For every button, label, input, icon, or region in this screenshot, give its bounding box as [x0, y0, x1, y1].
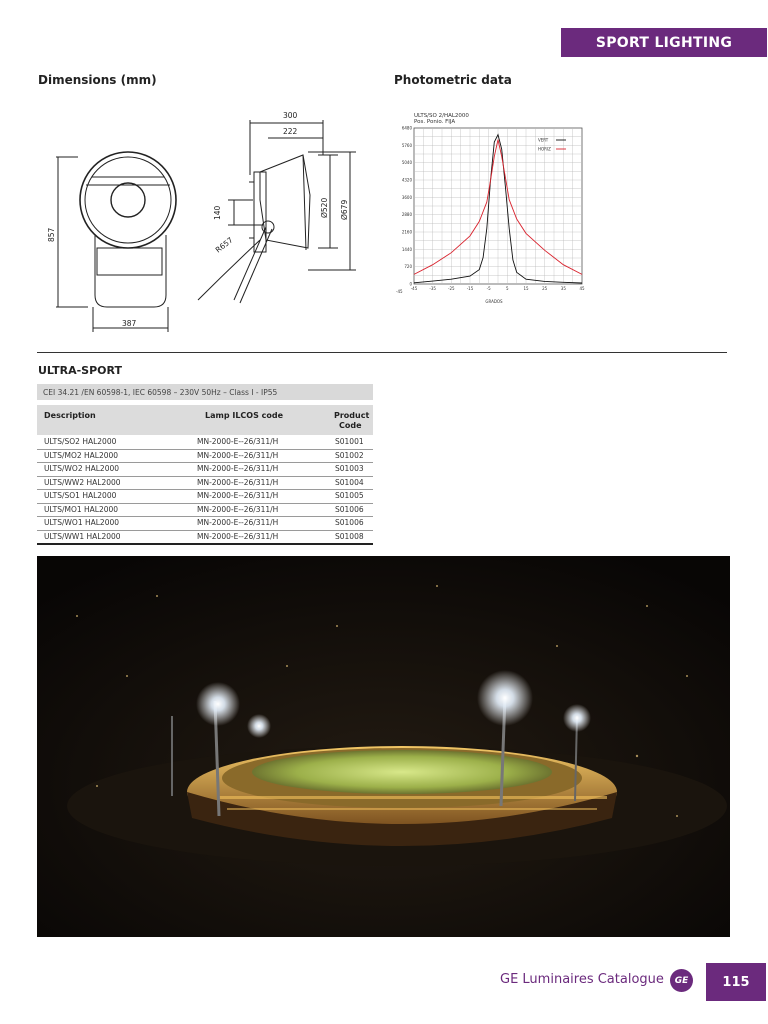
table-row — [37, 517, 373, 531]
cell-lamp: MN-2000-E--26/311/H — [197, 477, 279, 487]
chart-x-tick: 35 — [560, 286, 566, 291]
table-row — [37, 477, 373, 491]
dim-d520: Ø520 — [320, 197, 329, 218]
chart-y-tick: 2880 — [401, 212, 412, 218]
cell-code: S01006 — [335, 518, 364, 527]
cell-description: ULTS/WO1 HAL2000 — [44, 518, 120, 527]
cell-lamp: MN-2000-E--26/311/H — [197, 437, 279, 446]
legend-label: VERT — [538, 137, 549, 143]
spec-bar: CEI 34.21 /EN 60598-1, IEC 60598 – 230V 50Hz – Class I - IP55 — [37, 384, 373, 400]
chart-y-tick: 4320 — [401, 177, 412, 183]
chart-x-tick: -45 — [396, 289, 403, 294]
chart-y-tick: 720 — [404, 264, 412, 270]
chart-x-tick: -15 — [466, 286, 474, 291]
chart-xlabel: GRADOS — [485, 299, 503, 304]
chart-title-line1: ULTS/SO 2/HAL2000 — [414, 113, 469, 119]
dim-140: 140 — [213, 205, 222, 220]
cell-description: ULTS/WW2 HAL2000 — [44, 477, 121, 487]
cell-description: ULTS/MO1 HAL2000 — [44, 504, 119, 514]
cell-lamp: MN-2000-E--26/311/H — [197, 464, 279, 473]
footer-catalogue-title: GE Luminaires Catalogue — [500, 972, 664, 987]
chart-y-tick: 1440 — [401, 246, 412, 252]
cell-code: S01003 — [335, 464, 364, 473]
cell-description: ULTS/SO1 HAL2000 — [44, 491, 117, 500]
table-row — [37, 504, 373, 518]
dimensions-drawing — [38, 100, 368, 340]
ge-logo: GE — [670, 969, 693, 992]
table-row — [37, 463, 373, 477]
chart-x-tick: -25 — [448, 286, 455, 291]
cell-lamp: MN-2000-E--26/311/H — [197, 450, 279, 460]
table-row — [37, 450, 373, 464]
table-row — [37, 490, 373, 504]
chart-x-tick: -5 — [486, 286, 491, 291]
dim-r657: R657 — [213, 235, 235, 255]
product-table-body — [37, 436, 373, 545]
col-description: Description — [44, 411, 96, 420]
legend-label: HORIZ — [538, 146, 551, 152]
chart-y-tick: 5760 — [401, 142, 412, 148]
cell-lamp: MN-2000-E--26/311/H — [197, 531, 279, 541]
product-heading: ULTRA-SPORT — [38, 364, 122, 377]
dim-300: 300 — [283, 111, 298, 120]
dim-d679: Ø679 — [340, 199, 349, 220]
table-header — [37, 405, 373, 435]
dimensions-heading: Dimensions (mm) — [38, 73, 157, 87]
section-tab: SPORT LIGHTING — [561, 28, 767, 57]
section-divider — [37, 352, 727, 353]
chart-x-tick: 5 — [506, 286, 509, 291]
photometric-chart — [394, 108, 594, 308]
chart-x-tick: 45 — [579, 286, 585, 291]
photometric-heading: Photometric data — [394, 73, 512, 87]
table-row — [37, 436, 373, 450]
chart-y-tick: 5040 — [401, 160, 412, 166]
cell-description: ULTS/MO2 HAL2000 — [44, 450, 119, 460]
cell-code: S01006 — [335, 504, 364, 514]
cell-lamp: MN-2000-E--26/311/H — [197, 504, 279, 514]
chart-y-tick: 6480 — [401, 125, 412, 131]
chart-x-tick: -45 — [410, 286, 418, 291]
cell-code: S01005 — [335, 491, 364, 500]
col-code: Code — [339, 421, 362, 430]
table-row — [37, 531, 373, 546]
chart-title-line2: Pos. Ponio. FIJA — [414, 119, 456, 125]
cell-lamp: MN-2000-E--26/311/H — [197, 491, 279, 500]
chart-y-tick: 3600 — [401, 194, 412, 200]
col-product: Product — [334, 411, 370, 420]
chart-x-tick: 15 — [523, 286, 529, 291]
dim-222: 222 — [283, 127, 298, 136]
chart-x-tick: -35 — [429, 286, 436, 291]
cell-code: S01008 — [335, 531, 364, 541]
dim-857: 857 — [47, 227, 56, 242]
page-number: 115 — [706, 963, 766, 1001]
chart-x-tick: 25 — [542, 286, 548, 291]
cell-description: ULTS/SO2 HAL2000 — [44, 437, 117, 446]
col-lamp-ilcos: Lamp ILCOS code — [205, 411, 284, 420]
cell-code: S01004 — [335, 477, 364, 487]
stadium-night-photo — [37, 556, 730, 937]
cell-code: S01001 — [335, 437, 364, 446]
dim-387: 387 — [122, 319, 137, 328]
chart-y-tick: 2160 — [401, 229, 412, 235]
cell-description: ULTS/WW1 HAL2000 — [44, 531, 121, 541]
chart-y-tick: 0 — [409, 281, 412, 287]
cell-lamp: MN-2000-E--26/311/H — [197, 518, 279, 527]
cell-description: ULTS/WO2 HAL2000 — [44, 464, 120, 473]
cell-code: S01002 — [335, 450, 364, 460]
